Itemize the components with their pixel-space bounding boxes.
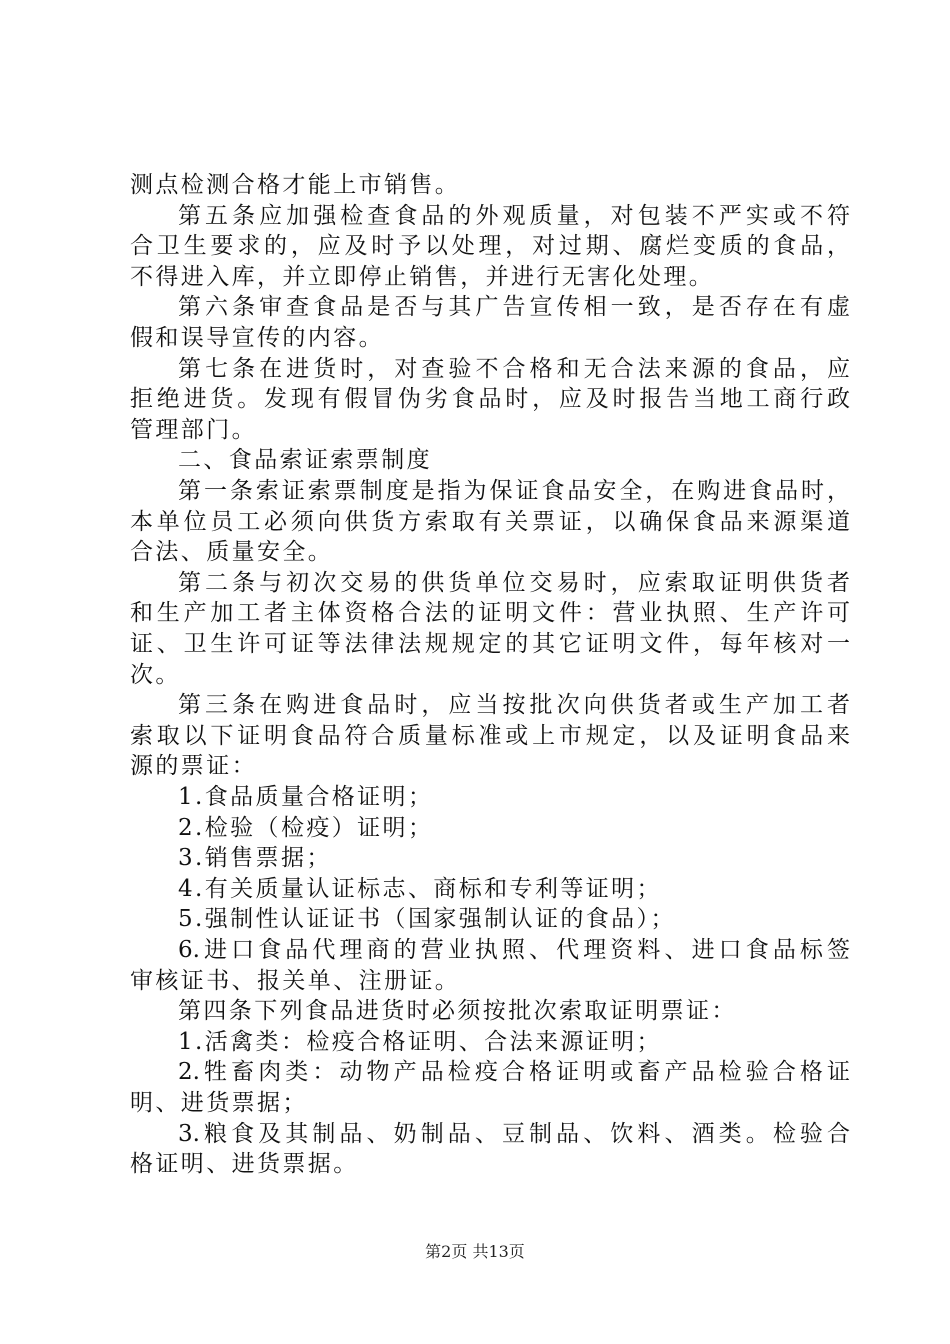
body-line: 格证明、进货票据。 — [130, 1151, 359, 1178]
body-line: 和生产加工者主体资格合法的证明文件：营业执照、生产许可 — [130, 600, 850, 627]
body-line: 1.食品质量合格证明； — [178, 784, 434, 810]
body-line: 索取以下证明食品符合质量标准或上市规定，以及证明食品来 — [130, 722, 850, 749]
body-line: 4.有关质量认证标志、商标和专利等证明； — [178, 875, 662, 902]
body-line: 审核证书、报关单、注册证。 — [130, 967, 461, 994]
body-line: 本单位员工必须向供货方索取有关票证，以确保食品来源渠道 — [130, 508, 850, 535]
body-line: 不得进入库，并立即停止销售，并进行无害化处理。 — [130, 263, 715, 290]
body-line: 6.进口食品代理商的营业执照、代理资料、进口食品标签 — [178, 937, 850, 963]
body-line: 1.活禽类：检疫合格证明、合法来源证明； — [178, 1028, 662, 1055]
body-line: 2.牲畜肉类：动物产品检疫合格证明或畜产品检验合格证 — [178, 1059, 850, 1086]
body-line: 5.强制性认证证书（国家强制认证的食品）； — [178, 906, 676, 933]
body-line: 明、进货票据； — [130, 1090, 308, 1116]
body-line: 第一条索证索票制度是指为保证食品安全，在购进食品时， — [178, 478, 850, 504]
body-line: 测点检测合格才能上市销售。 — [130, 172, 461, 198]
body-line: 合法、质量安全。 — [130, 539, 334, 566]
body-line: 证、卫生许可证等法律法规规定的其它证明文件，每年核对一 — [130, 631, 850, 657]
body-line: 假和误导宣传的内容。 — [130, 325, 384, 351]
body-line: 合卫生要求的，应及时予以处理，对过期、腐烂变质的食品， — [130, 233, 850, 260]
body-line: 第六条审查食品是否与其广告宣传相一致，是否存在有虚 — [178, 294, 850, 321]
section-heading: 二、食品索证索票制度 — [178, 447, 432, 474]
body-line: 3.粮食及其制品、奶制品、豆制品、饮料、酒类。检验合 — [178, 1120, 850, 1147]
body-line: 第二条与初次交易的供货单位交易时，应索取证明供货者 — [178, 569, 850, 596]
body-line: 源的票证： — [130, 753, 257, 780]
body-line: 第七条在进货时，对查验不合格和无合法来源的食品，应 — [178, 355, 850, 382]
body-line: 管理部门。 — [130, 416, 257, 443]
page-footer: 第2页 共13页 — [425, 1242, 525, 1261]
body-line: 次。 — [130, 661, 181, 688]
body-line: 2.检验（检疫）证明； — [178, 814, 434, 841]
body-line: 第五条应加强检查食品的外观质量，对包装不严实或不符 — [178, 202, 850, 229]
body-line: 第三条在购进食品时，应当按批次向供货者或生产加工者 — [178, 692, 850, 719]
body-line: 3.销售票据； — [178, 845, 332, 872]
body-line: 第四条下列食品进货时必须按批次索取证明票证： — [178, 998, 737, 1025]
body-line: 拒绝进货。发现有假冒伪劣食品时，应及时报告当地工商行政 — [130, 386, 850, 413]
